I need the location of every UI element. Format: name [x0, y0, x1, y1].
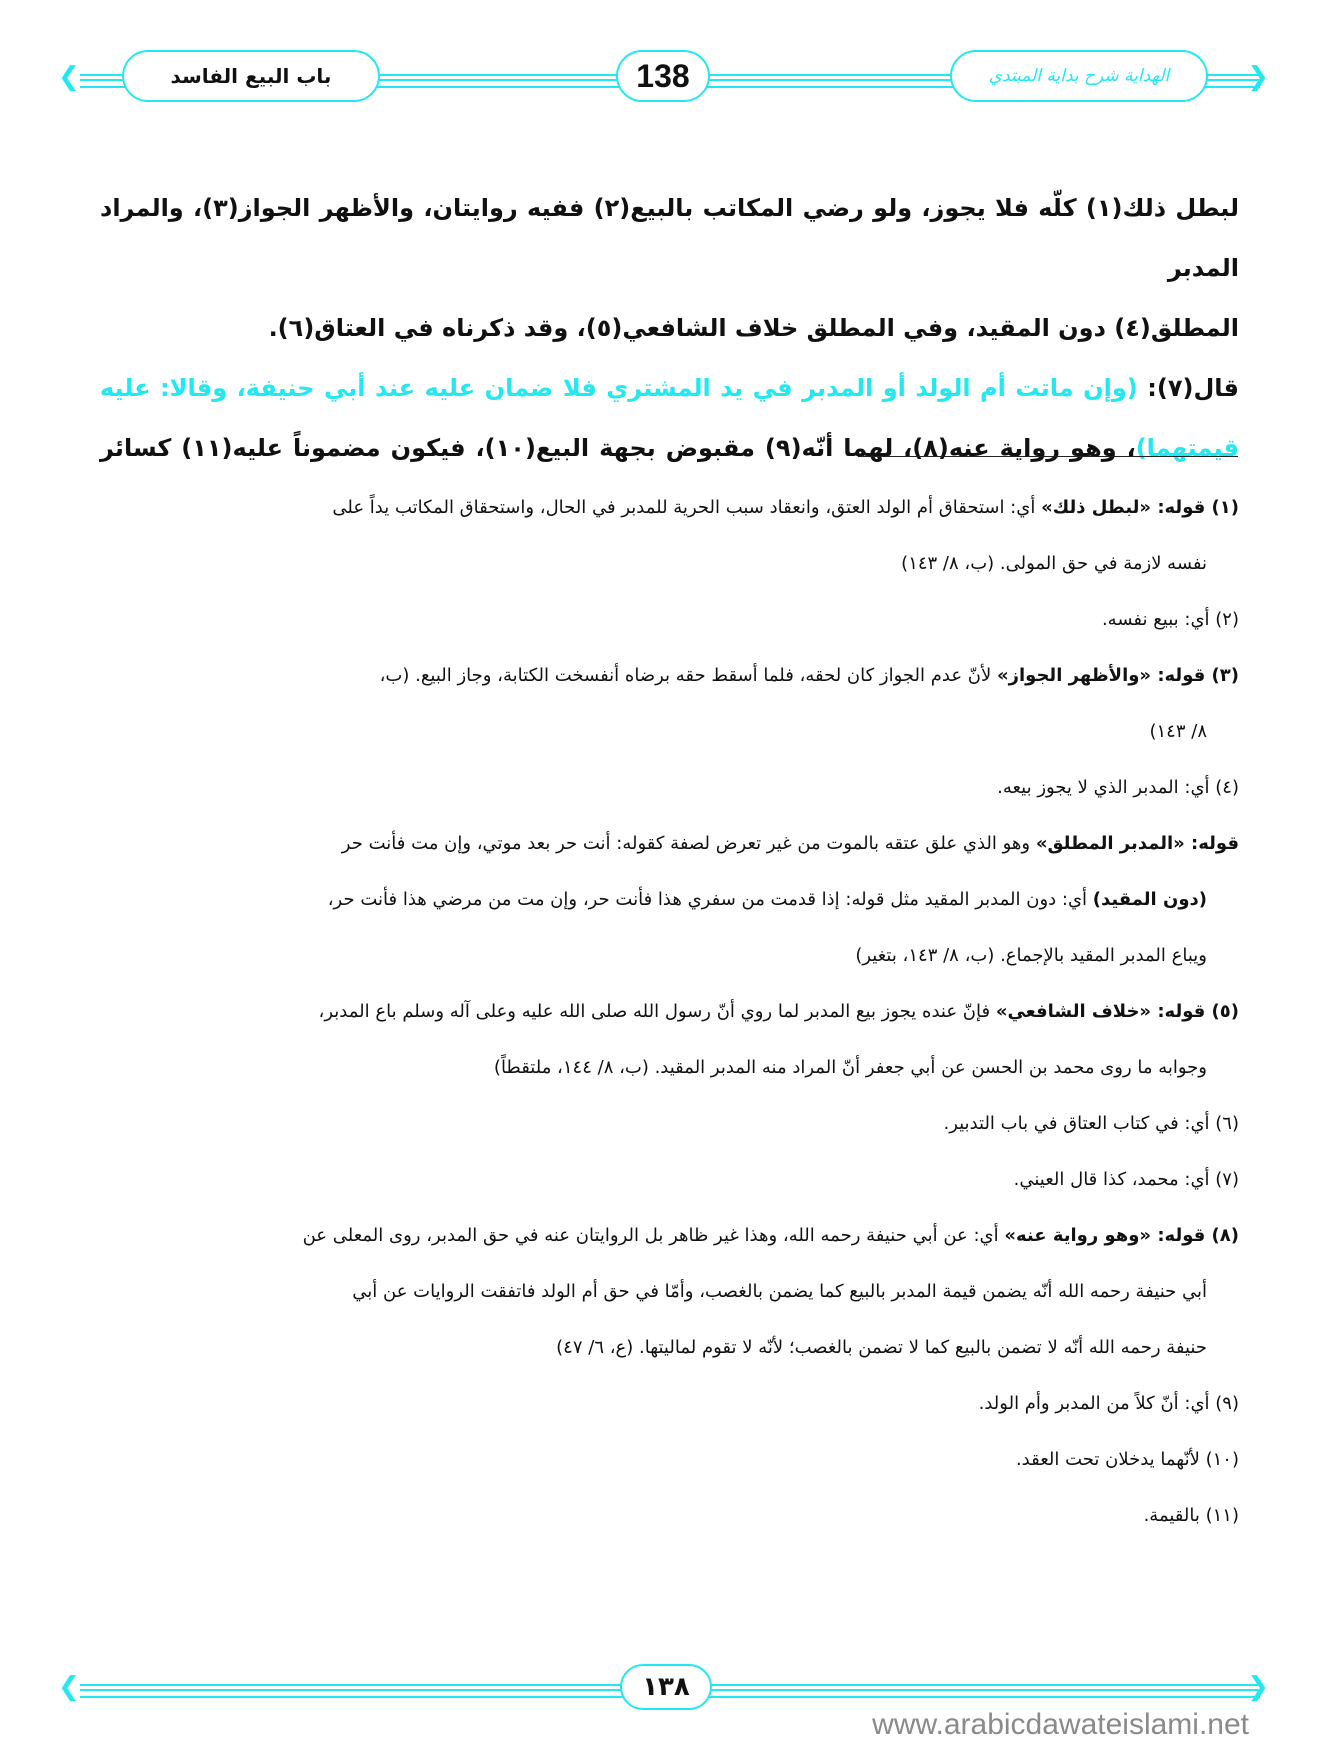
book-title-logo: الهداية شرح بداية المبتدي: [988, 66, 1170, 86]
page-number: 138: [636, 57, 690, 94]
footnote-line: (٤) أي: المدبر الذي لا يجوز بيعه.: [997, 777, 1239, 798]
chapter-title-box: [122, 50, 380, 102]
main-line: لبطل ذلك(١) كلّه فلا يجوز، ولو رضي المكاتب بالبيع(٢) ففيه روايتان، والأظهر الجواز(٣)، والمراد المدبر: [100, 194, 1240, 282]
footnote-line: (٥) قوله: «خلاف الشافعي» فإنّ عنده يجوز بيع المدبر لما روي أنّ رسول الله صلى الله عليه وعلى آله وسلم باع المدبر،: [318, 1001, 1239, 1022]
footer-page-number-box: [620, 1664, 712, 1710]
book-title-box: [950, 50, 1208, 102]
chapter-title: باب البيع الفاسد: [170, 64, 332, 88]
footnote-line: (٧) أي: محمد، كذا قال العيني.: [1013, 1169, 1239, 1190]
footnote-separator: [858, 456, 1238, 457]
footnote-line: (٩) أي: أنّ كلاً من المدبر وأم الولد.: [978, 1393, 1239, 1414]
footnote-line: وجوابه ما روى محمد بن الحسن عن أبي جعفر أنّ المراد منه المدبر المقيد. (ب، ٨/ ١٤٤، ملتقطاً): [493, 1057, 1207, 1078]
footnote-line: حنيفة رحمه الله أنّه لا تضمن بالبيع كما لا تضمن بالغصب؛ لأنّه لا تقوم لماليتها. (ع، ٦/ ٤٧): [556, 1337, 1207, 1358]
footnote-line: (١١) بالقيمة.: [1143, 1505, 1239, 1526]
ornament-icon: ❯: [1247, 62, 1269, 92]
footnotes: [100, 480, 1239, 1544]
commentary-text: ، وهو رواية عنه(٨)، لهما أنّه(٩) مقبوض بجهة البيع(١٠)، فيكون مضموناً عليه(١١) كسائر: [100, 434, 1136, 462]
website-watermark: www.arabicdawateislami.net: [872, 1708, 1249, 1741]
ornament-icon: ❯: [1247, 1672, 1269, 1702]
footnote-line: (٨) قوله: «وهو رواية عنه» أي: عن أبي حنيفة رحمه الله، وهذا غير ظاهر بل الروايتان عنه في حق المدبر، روى المعلى عن: [302, 1225, 1239, 1246]
matn-text: قيمتهما): [1135, 434, 1240, 462]
footnote-line: ويباع المدبر المقيد بالإجماع. (ب، ٨/ ١٤٣، بتغير): [855, 945, 1207, 966]
footnote-line: ٨/ ١٤٣): [1149, 721, 1207, 742]
footer-page-number: ١٣٨: [642, 1672, 690, 1702]
main-line: [100, 358, 1239, 418]
footnote-line: (٢) أي: ببيع نفسه.: [1101, 609, 1239, 630]
ornament-icon: ❮: [58, 1672, 80, 1702]
main-line: [100, 418, 1239, 478]
footnote-line: نفسه لازمة في حق المولى. (ب، ٨/ ١٤٣): [901, 553, 1207, 574]
footnote-line: (دون المقيد) أي: دون المدبر المقيد مثل قوله: إذا قدمت من سفري هذا فأنت حر، وإن مت من مرضي هذا فأنت حر،: [327, 889, 1207, 910]
footnote-line: قوله: «المدبر المطلق» وهو الذي علق عتقه بالموت من غير تعرض لصفة كقوله: أنت حر بعد موتي، وإن مت فأنت حر: [341, 833, 1239, 854]
main-line: المطلق(٤) دون المقيد، وفي المطلق خلاف الشافعي(٥)، وقد ذكرناه في العتاق(٦).: [268, 314, 1239, 342]
footnote-line: (٣) قوله: «والأظهر الجواز» لأنّ عدم الجواز كان لحقه، فلما أسقط حقه برضاه أنفسخت الكتابة، وجاز البيع. (ب،: [379, 665, 1239, 686]
footnote-line: أبي حنيفة رحمه الله أنّه يضمن قيمة المدبر بالبيع كما يضمن بالغصب، وأمّا في حق أم الولد فاتفقت الروايات عن أبي: [352, 1281, 1207, 1302]
footnote-line: (١) قوله: «لبطل ذلك» أي: استحقاق أم الولد العتق، وانعقاد سبب الحرية للمدبر في الحال، واستحقاق المكاتب يداً على: [332, 497, 1239, 518]
speaker-prefix: قال(٧):: [1137, 374, 1239, 402]
page-number-box: [616, 50, 710, 102]
ornament-icon: ❮: [58, 62, 80, 92]
matn-text: (وإن ماتت أم الولد أو المدبر في يد المشتري فلا ضمان عليه عند أبي حنيفة، وقالا: عليه: [100, 374, 1138, 402]
main-text: [100, 178, 1239, 478]
footnote-line: (٦) أي: في كتاب العتاق في باب التدبير.: [943, 1113, 1239, 1134]
footnote-line: (١٠) لأنّهما يدخلان تحت العقد.: [1015, 1449, 1239, 1470]
